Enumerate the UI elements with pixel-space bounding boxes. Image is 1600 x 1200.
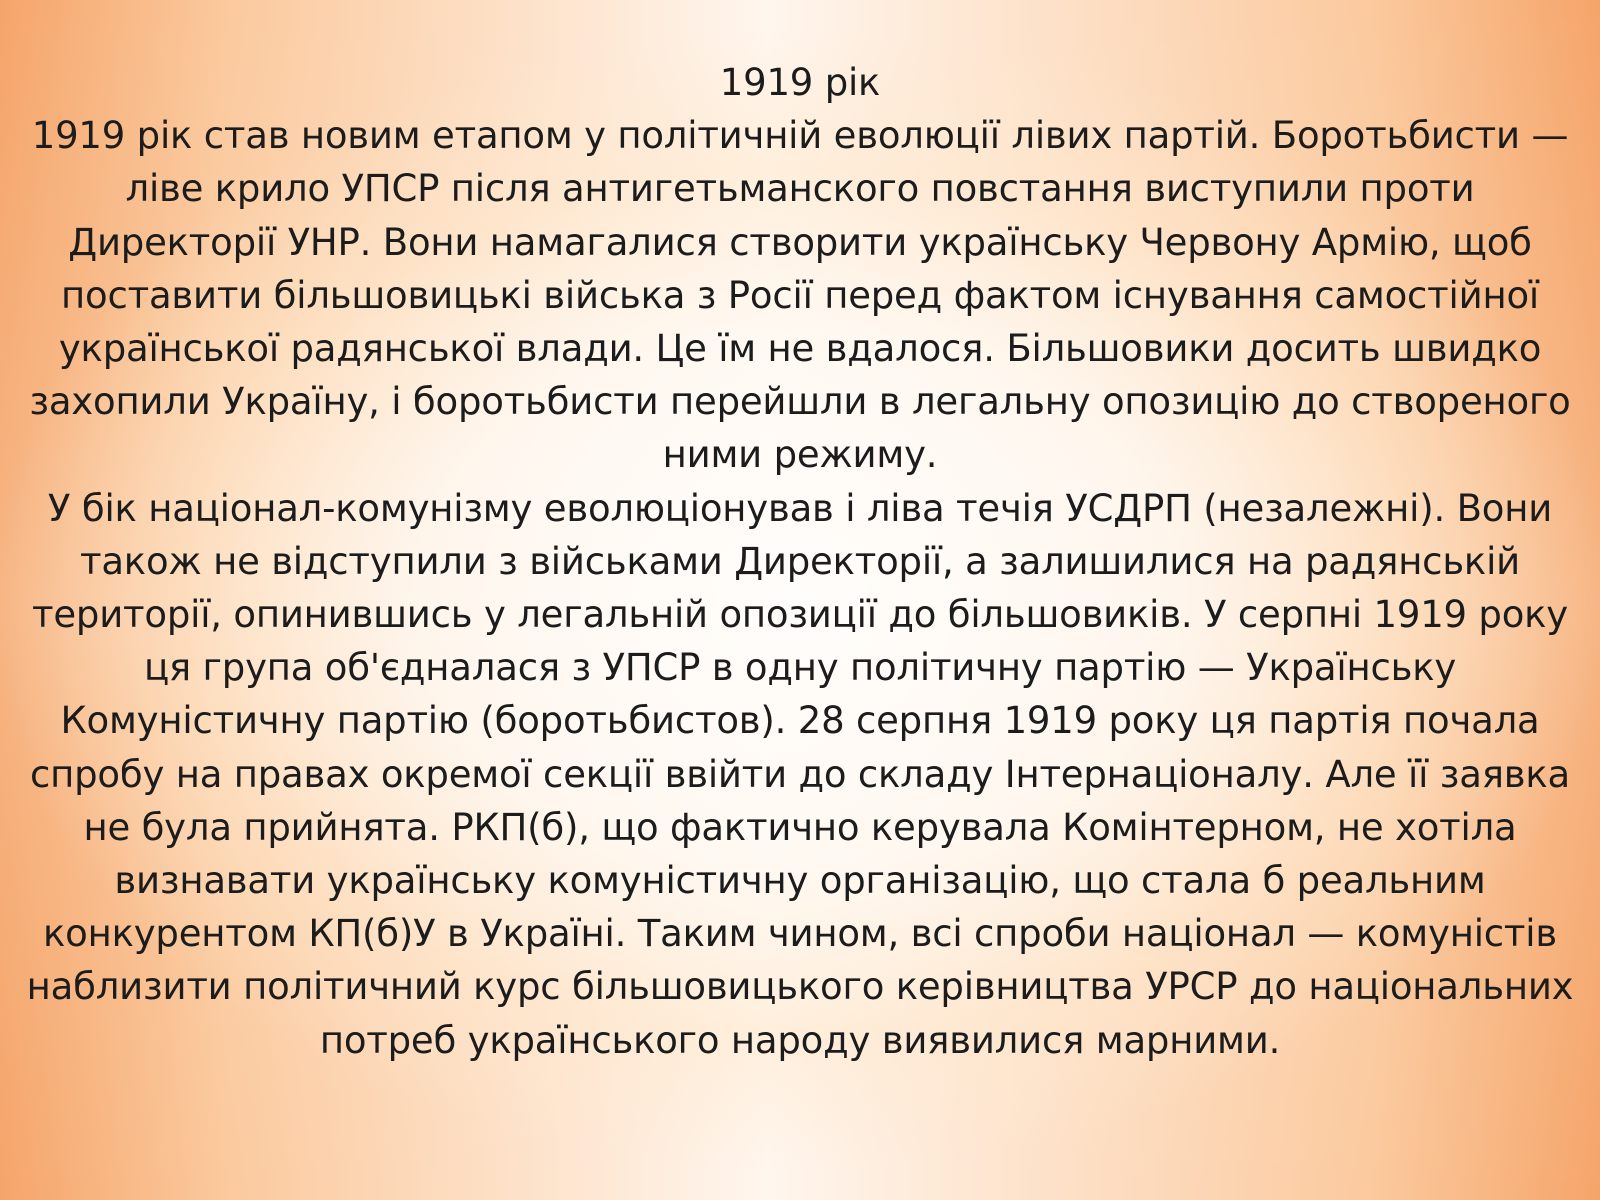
paragraph-1: 1919 рік став новим етапом у політичній еволюції лівих партій. Боротьбисти — ліве крило УПСР після антигетьманского повстання виступили проти Директорії УНР. Вони намагалися створити українську Червону Армію, щоб поставити більшовицькі війська з Росії перед фактом існування самостійної української радянської влади. Це їм не вдалося. Більшовики досить швидко захопили Україну, і боротьбисти перейшли в легальну опозицію до створеного ними режиму.	[29, 114, 1571, 477]
slide-text-block	[20, 56, 1580, 1067]
paragraph-2: У бік націонал-комунізму еволюціонував і ліва течія УСДРП (незалежні). Вони також не відступили з військами Директорії, а залишилися на радянській території, опинившись у легальній опозиції до більшовиків. У серпні 1919 року ця група об'єдналася з УПСР в одну політичну партію — Українську Комуністичну партію (боротьбистов). 28 серпня 1919 року ця партія почала спробу на правах окремої секції ввійти до складу Інтернаціоналу. Але її заявка не була прийнята. РКП(б), що фактично керувала Комінтерном, не хотіла визнавати українську комуністичну організацію, що стала б реальним конкурентом КП(б)У в Україні. Таким чином, всі спроби націонал — комуністів наблизити політичний курс більшовицького керівництва УРСР до національних потреб українського народу виявилися марними.	[26, 486, 1574, 1062]
slide-title: 1919 рік	[719, 61, 881, 104]
